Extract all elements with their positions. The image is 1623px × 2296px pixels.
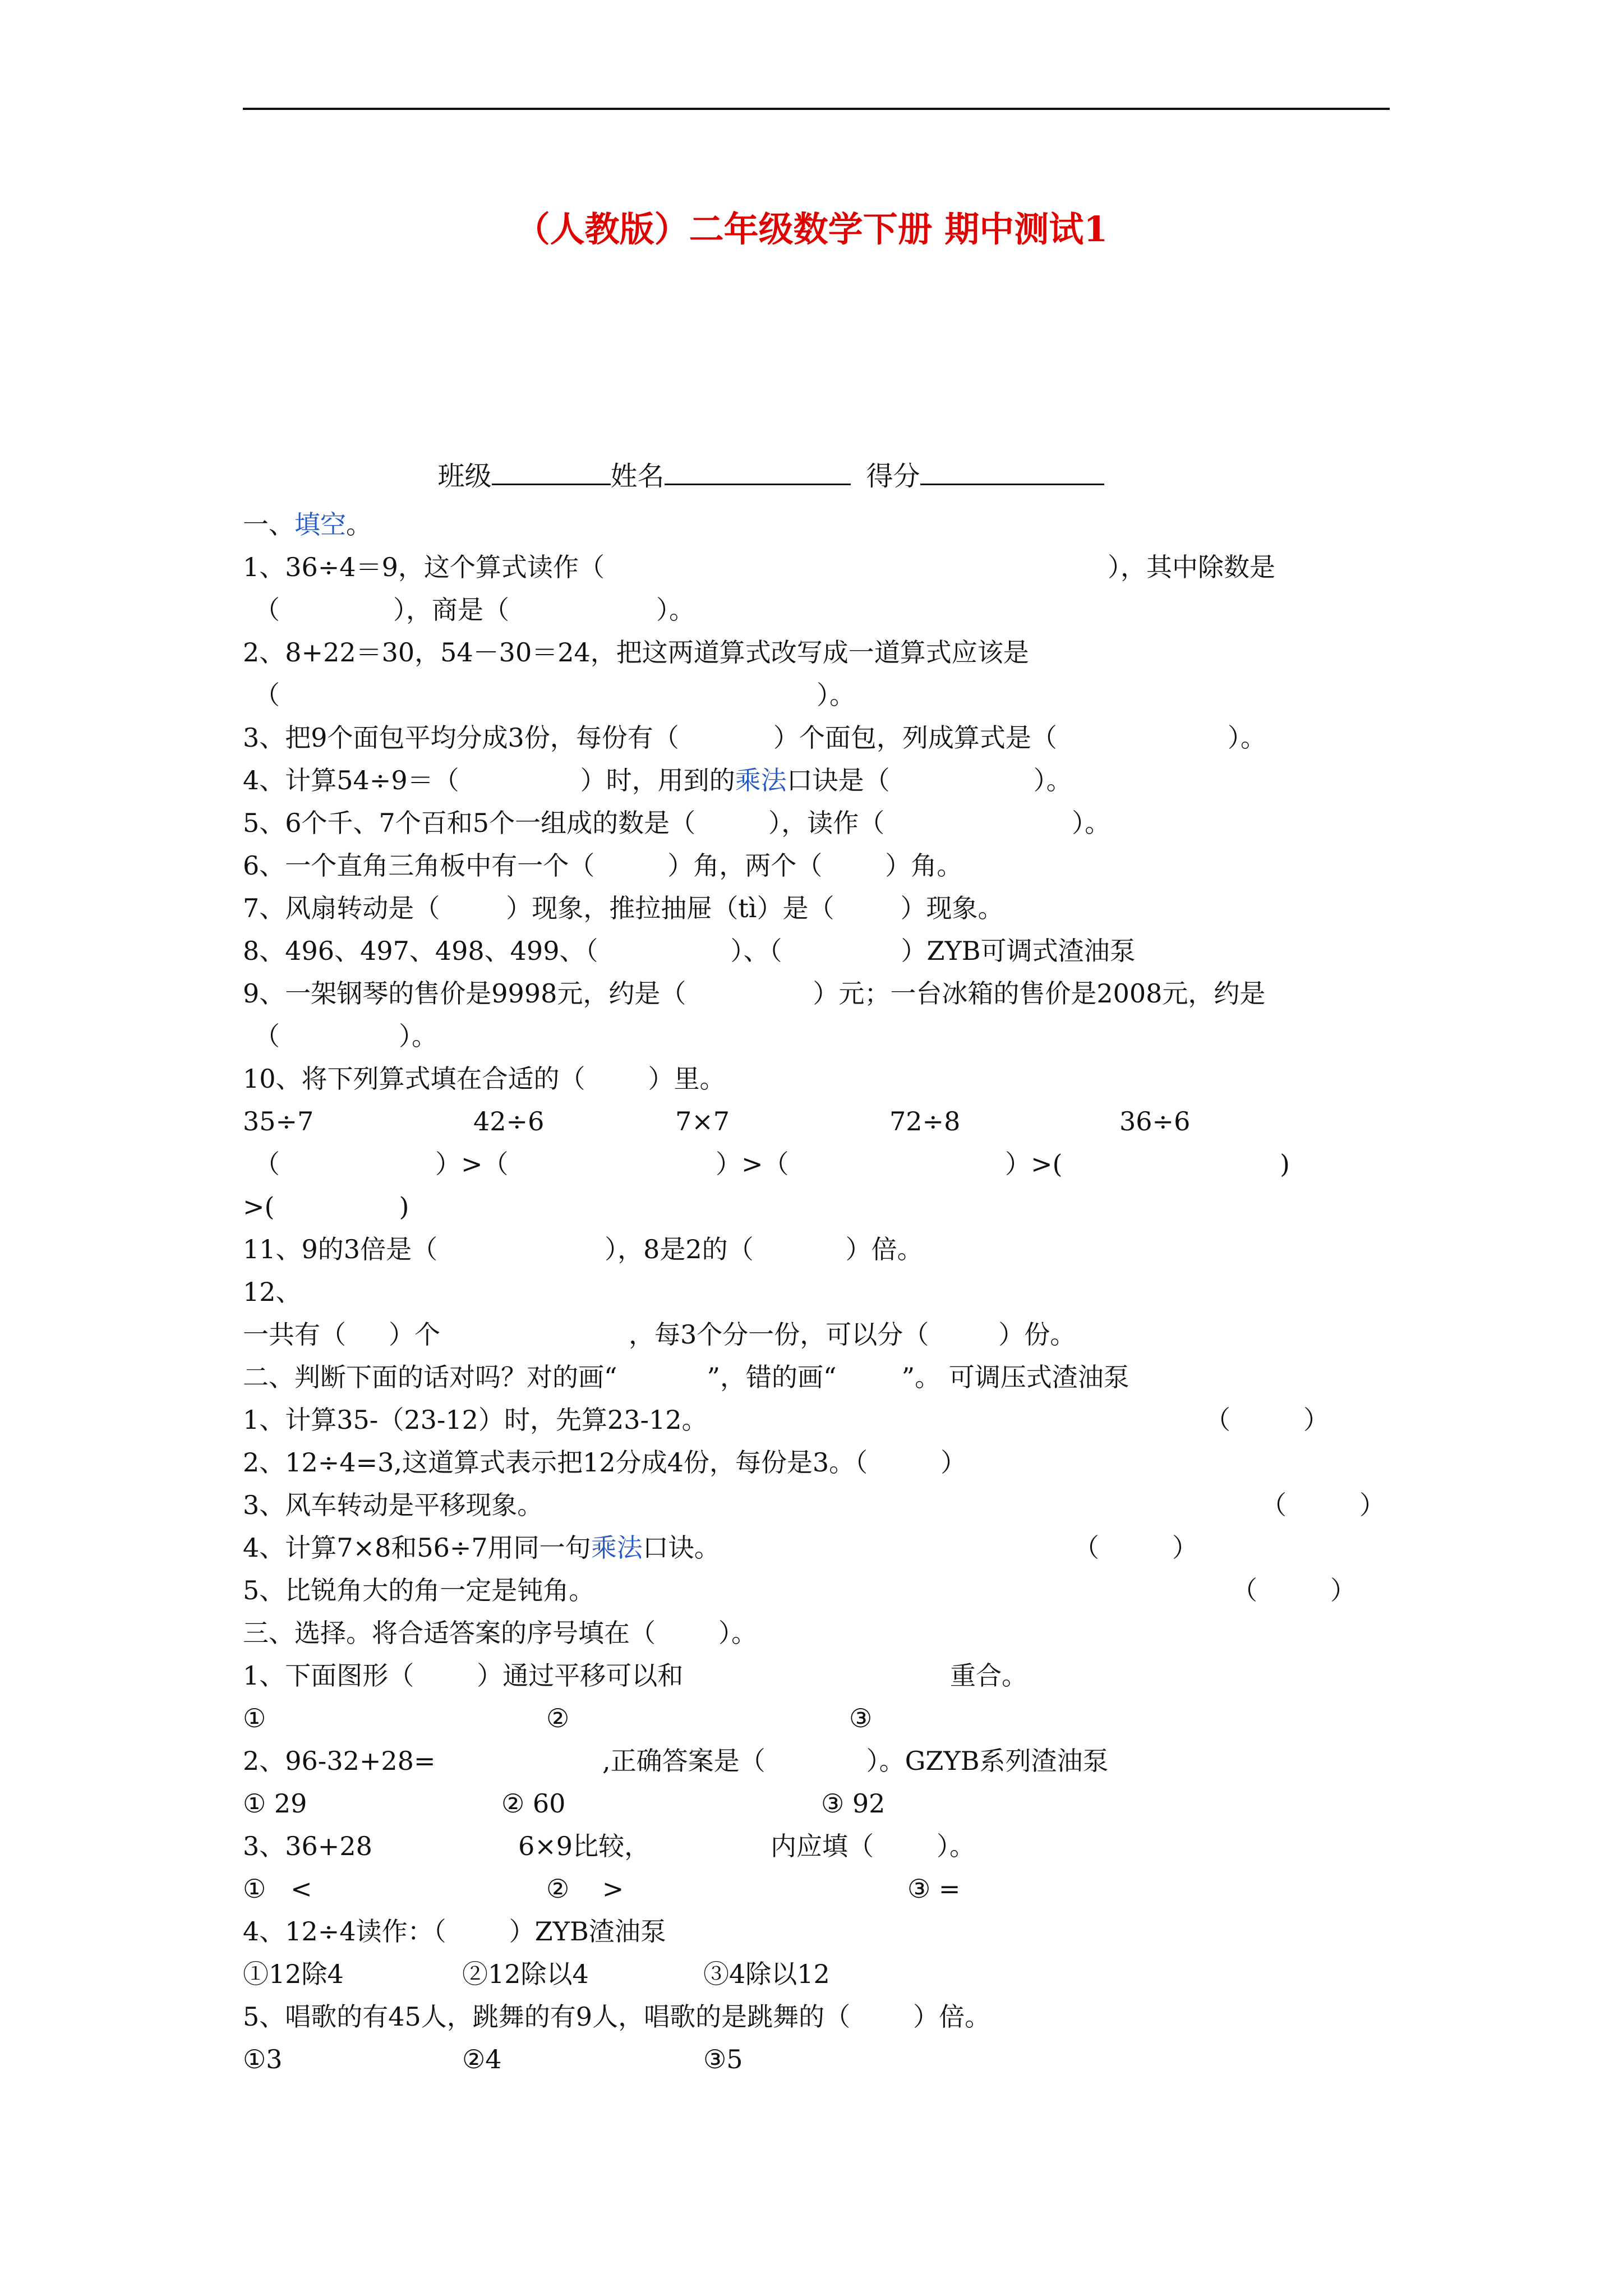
q7-text-c: ）现象。 — [900, 893, 1004, 923]
q10-answer-line3 — [243, 1191, 409, 1222]
q3-line — [243, 725, 1266, 751]
c4-option-2[interactable]: ②12除以4 — [462, 1959, 589, 1989]
q2-text-b: （ — [254, 680, 280, 710]
j4-open: （ — [1073, 1533, 1099, 1563]
q10-gap-2: ）>（ — [716, 1149, 789, 1179]
q7-text-a: 7、风扇转动是（ — [243, 893, 440, 923]
q6-text-a: 6、一个直角三角板中有一个（ — [243, 850, 595, 881]
q1-text-c: （ — [254, 595, 280, 625]
q10-expr-4: 72÷8 — [889, 1106, 961, 1137]
q10-l3b: ) — [399, 1191, 409, 1222]
c3-line-c — [771, 1833, 975, 1859]
name-blank[interactable] — [665, 459, 851, 485]
section-2-tail: ”。 可调压式渣油泵 — [901, 1362, 1129, 1392]
q6-text-b: ）角，两个（ — [667, 850, 823, 881]
j3-open: （ — [1261, 1490, 1287, 1520]
q9-text-a: 9、一架钢琴的售价是9998元，约是（ — [243, 978, 686, 1009]
q10-expr-1: 35÷7 — [243, 1106, 314, 1137]
j1-line: 1、计算35-（23-12）时，先算23-12。 — [243, 1405, 708, 1435]
c1-text-b: ）通过平移可以和 — [477, 1660, 684, 1691]
c2-option-1[interactable]: ① 29 — [243, 1788, 307, 1819]
c3-line-b: 6×9比较， — [518, 1831, 651, 1861]
q10-text-b: ）里。 — [648, 1064, 726, 1094]
q7-line — [243, 895, 1003, 921]
q1-line2 — [254, 597, 695, 623]
j5-open: （ — [1232, 1575, 1257, 1605]
j2-text: 2、12÷4=3,这道算式表示把12分成4份，每份是3。（ — [243, 1447, 868, 1478]
score-blank[interactable] — [920, 459, 1104, 485]
c2-text-b: ,正确答案是（ — [602, 1746, 766, 1776]
c4-option-1[interactable]: ①12除4 — [243, 1959, 344, 1989]
c3-option-3[interactable]: ③ = — [907, 1874, 961, 1904]
c5-text-a: 5、唱歌的有45人，跳舞的有9人，唱歌的是跳舞的（ — [243, 2001, 851, 2032]
j2-close: ） — [940, 1447, 967, 1478]
c2-line-a: 2、96-32+28= — [243, 1746, 436, 1776]
section-1-word: 填空 — [294, 509, 346, 540]
q8-text-a: 8、496、497、498、499、（ — [243, 936, 598, 966]
q5-line — [243, 810, 1110, 836]
q9-line2 — [254, 1023, 437, 1049]
section-2-text: 二、判断下面的话对吗？对的画“ — [243, 1362, 617, 1392]
c3-option-1[interactable]: ① < — [243, 1874, 312, 1904]
j5-close: ） — [1330, 1575, 1356, 1605]
q3-text-b: ）个面包，列成算式是（ — [773, 723, 1057, 753]
q12-text-d: ）份。 — [998, 1319, 1076, 1350]
j4-text-c: 口诀。 — [642, 1533, 720, 1563]
q10-expr-2: 42÷6 — [473, 1106, 545, 1137]
section-3-tail: ）。 — [718, 1618, 757, 1648]
q10-answer-line — [254, 1151, 280, 1177]
j4-paren[interactable] — [1073, 1535, 1198, 1561]
q3-text-c: ）。 — [1227, 723, 1266, 753]
j4-line — [243, 1535, 720, 1561]
q10-l3a: >( — [243, 1191, 275, 1222]
q11-text-a: 11、9的3倍是（ — [243, 1234, 438, 1264]
q10-line1 — [243, 1066, 726, 1092]
q6-line — [243, 850, 963, 881]
q9-text-b: ）元；一台冰箱的售价是2008元，约是 — [813, 978, 1266, 1009]
q10-gap-1: ）>（ — [435, 1149, 509, 1179]
q8-line — [243, 938, 1136, 964]
q12-text-b: ）个 — [389, 1319, 440, 1350]
q12-line — [243, 1319, 1076, 1350]
j4-multiplication-term: 乘法 — [591, 1533, 643, 1563]
q2-line2 — [254, 682, 280, 708]
class-blank[interactable] — [492, 459, 611, 485]
section-1-suffix: 。 — [346, 509, 372, 540]
q10-expr-5: 36÷6 — [1119, 1106, 1191, 1137]
q12-text-c: ，每3个分一份，可以分（ — [629, 1319, 929, 1350]
j5-paren[interactable] — [1232, 1577, 1356, 1603]
q10-gap-4: ) — [1280, 1149, 1290, 1179]
section-2-mid: ”，错的画“ — [707, 1362, 837, 1392]
c3-option-2[interactable]: ② > — [546, 1874, 624, 1904]
q5-text-c: ）。 — [1072, 808, 1111, 838]
q10-answer-g2 — [716, 1151, 789, 1177]
j3-close: ） — [1359, 1490, 1385, 1520]
student-info-row — [421, 432, 1104, 490]
j1-close: ） — [1303, 1405, 1329, 1435]
c3-text-c: 内应填（ — [771, 1831, 874, 1861]
q10-answer-g1 — [435, 1151, 509, 1177]
section-2-heading — [243, 1364, 1129, 1390]
c4-option-3[interactable]: ③4除以12 — [703, 1959, 830, 1989]
q5-text-b: ），读作（ — [768, 808, 885, 838]
name-label: 姓名 — [610, 461, 665, 492]
q1-text-b: ），其中除数是 — [1108, 552, 1275, 582]
q2-text-a: 2、8+22＝30，54－30＝24，把这两道算式改写成一道算式应该是 — [243, 637, 1029, 668]
j1-paren[interactable] — [1205, 1407, 1329, 1433]
q2-text-c: ）。 — [817, 680, 855, 710]
q8-text-b: ）、（ — [730, 936, 782, 966]
q10-expr-3: 7×7 — [675, 1106, 730, 1137]
q10-answer-g3 — [1005, 1151, 1063, 1177]
q9-text-c: （ — [254, 1021, 280, 1051]
q1-line1 — [243, 554, 605, 580]
c1-line — [243, 1660, 684, 1691]
q1-text-d: ），商是（ — [393, 595, 509, 625]
c2-option-2[interactable]: ② 60 — [501, 1788, 566, 1819]
c1-text-a: 1、下面图形（ — [243, 1660, 414, 1691]
q6-text-c: ）角。 — [885, 850, 963, 881]
section-1-heading — [243, 509, 372, 540]
section-3-text: 三、选择。将合适答案的序号填在（ — [243, 1618, 656, 1648]
c1-option-1[interactable]: ① — [243, 1703, 266, 1733]
q9-text-d: ）。 — [399, 1021, 437, 1051]
q11-line — [243, 1236, 923, 1262]
q2-line1 — [243, 637, 1029, 668]
q4-text-b: ）时，用到的 — [580, 765, 735, 795]
c2-option-3[interactable]: ③ 92 — [821, 1788, 886, 1819]
c5-text-b: ）倍。 — [913, 2001, 991, 2032]
section-3-heading — [243, 1620, 757, 1646]
class-label: 班级 — [437, 461, 492, 492]
q11-text-c: ）倍。 — [845, 1234, 923, 1264]
q1-text-e: ）。 — [656, 595, 695, 625]
c4-text-b: ）ZYB渣油泵 — [509, 1916, 666, 1947]
q2-line2b — [817, 682, 855, 708]
c1-tail: 重合。 — [950, 1660, 1027, 1691]
j3-paren[interactable] — [1261, 1492, 1385, 1518]
c2-text-c: ）。GZYB系列渣油泵 — [866, 1746, 1109, 1776]
section-1-number: 一、 — [243, 509, 294, 540]
q11-text-b: ），8是2的（ — [605, 1234, 754, 1264]
j1-open: （ — [1205, 1405, 1230, 1435]
q4-text-e: ）。 — [1033, 765, 1072, 795]
q12-text-a: 一共有（ — [243, 1319, 346, 1350]
page-title: （人教版）二年级数学下册 期中测试1 — [515, 209, 1108, 250]
c1-option-3[interactable]: ③ — [849, 1703, 873, 1733]
q10-gap-3: ）>( — [1005, 1149, 1063, 1179]
c5-option-2[interactable]: ②4 — [462, 2044, 502, 2074]
c4-text-a: 4、12÷4读作：（ — [243, 1916, 446, 1947]
c5-option-1[interactable]: ①3 — [243, 2044, 283, 2074]
j5-line: 5、比锐角大的角一定是钝角。 — [243, 1575, 595, 1605]
q10-answer-g4 — [1280, 1151, 1290, 1177]
j2-line — [243, 1447, 967, 1478]
q9-line1 — [243, 978, 1266, 1009]
c3-text-d: ）。 — [937, 1831, 975, 1861]
q3-text-a: 3、把9个面包平均分成3份，每份有（ — [243, 723, 679, 753]
q4-text-d: 口诀是（ — [786, 765, 890, 795]
j4-close: ） — [1172, 1533, 1198, 1563]
q10-p1: （ — [254, 1149, 280, 1179]
score-label: 得分 — [866, 461, 920, 492]
j3-line: 3、风车转动是平移现象。 — [243, 1490, 543, 1520]
q10-text-a: 10、将下列算式填在合适的（ — [243, 1064, 585, 1094]
c2-line-b — [602, 1748, 1109, 1774]
q4-multiplication-term: 乘法 — [735, 765, 787, 795]
q8-text-c: ）ZYB可调式渣油泵 — [901, 936, 1136, 966]
q1-line1b — [1108, 554, 1275, 580]
c4-line — [243, 1916, 666, 1947]
q5-text-a: 5、6个千、7个百和5个一组成的数是（ — [243, 808, 696, 838]
c5-line — [243, 2001, 991, 2032]
q7-text-b: ）现象，推拉抽屉（tì）是（ — [506, 893, 834, 923]
q4-text-a: 4、计算54÷9＝（ — [243, 765, 459, 795]
c1-option-2[interactable]: ② — [546, 1703, 570, 1733]
c3-line-a: 3、36+28 — [243, 1831, 372, 1861]
top-rule — [243, 108, 1390, 110]
q4-line — [243, 767, 1072, 793]
q12-number: 12、 — [243, 1277, 302, 1307]
j4-text-a: 4、计算7×8和56÷7用同一句 — [243, 1533, 591, 1563]
c5-option-3[interactable]: ③5 — [703, 2044, 743, 2074]
q1-text-a: 1、36÷4＝9，这个算式读作（ — [243, 552, 605, 582]
